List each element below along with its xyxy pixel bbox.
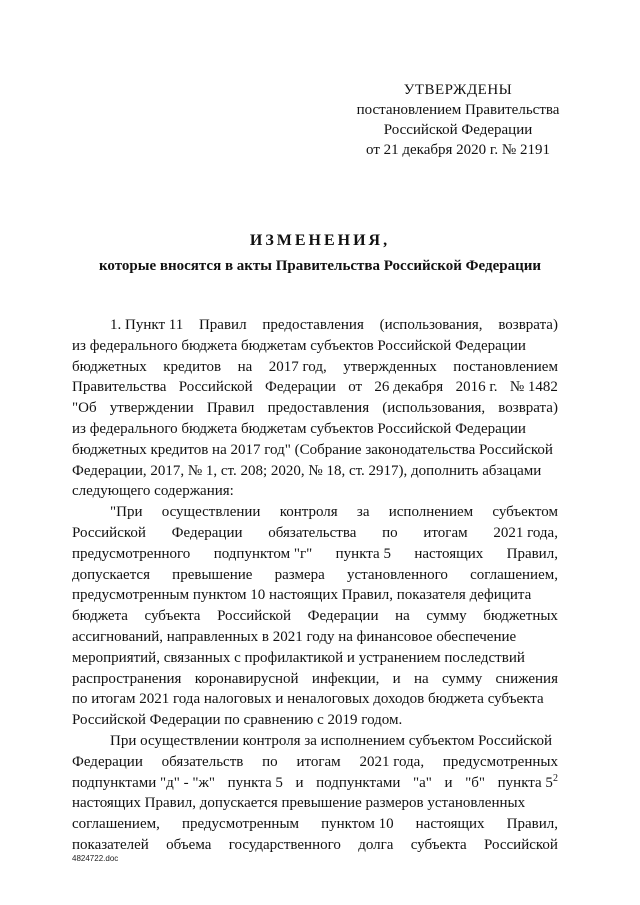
approval-line-country: Российской Федерации bbox=[383, 122, 533, 138]
body-text: предоставления bbox=[267, 400, 370, 417]
body-text: исполнением bbox=[388, 504, 474, 521]
body-text: распространения bbox=[72, 670, 182, 687]
body-text: на bbox=[413, 670, 429, 687]
body-line bbox=[72, 398, 558, 419]
body-text: показателей bbox=[72, 836, 149, 853]
body-line bbox=[72, 627, 558, 648]
body-text: Российской bbox=[217, 608, 292, 625]
body-text: пункта 5 bbox=[335, 545, 391, 562]
superscript-mark: 2 bbox=[552, 772, 558, 784]
body-text: 2016 г. bbox=[455, 379, 498, 396]
body-text: за bbox=[356, 504, 370, 521]
body-text: и bbox=[392, 670, 401, 687]
body-text: осуществлении bbox=[161, 504, 261, 521]
body-text: субъекта bbox=[144, 608, 201, 625]
body-text: пункта 5 bbox=[227, 774, 283, 791]
body-text: "При bbox=[110, 504, 143, 521]
document-title: ИЗМЕНЕНИЯ, bbox=[249, 232, 391, 249]
body-text: При осуществлении контроля за исполнением субъектом Российской bbox=[110, 732, 553, 749]
body-line bbox=[72, 773, 558, 794]
body-line bbox=[72, 377, 558, 398]
body-text: Федерации bbox=[72, 753, 143, 770]
body-text: 2021 года, bbox=[493, 524, 558, 541]
body-line bbox=[72, 336, 558, 357]
body-text: Федерации, 2017, № 1, ст. 208; 2020, № 18, ст. 2917), дополнить абзацами bbox=[72, 462, 542, 479]
body-text: подпунктами bbox=[316, 774, 401, 791]
body-text: ассигнований, направленных в 2021 году на финансовое обеспечение bbox=[72, 628, 517, 645]
body-text: предусмотренного bbox=[72, 545, 191, 562]
body-text: 26 декабря bbox=[374, 379, 444, 396]
body-text: превышение bbox=[172, 566, 253, 583]
body-text: возврата) bbox=[498, 317, 558, 333]
body-text: бюджетных bbox=[72, 358, 147, 375]
body-text: подпунктом "г" bbox=[213, 545, 313, 562]
body-text: контроля bbox=[279, 504, 338, 521]
body-text: государственного bbox=[228, 836, 341, 853]
body-text: размера bbox=[274, 566, 325, 583]
body-text: допускается bbox=[72, 566, 150, 583]
body-line bbox=[72, 710, 558, 731]
body-text: (использования, bbox=[379, 317, 483, 333]
body-text: "а" bbox=[413, 774, 432, 791]
body-text: и bbox=[444, 774, 453, 791]
body-text: сумму bbox=[441, 670, 483, 687]
body-line bbox=[72, 814, 558, 835]
body-line bbox=[72, 544, 558, 565]
body-line bbox=[72, 793, 558, 814]
body-line bbox=[72, 565, 558, 586]
body-text: Правил bbox=[206, 400, 255, 417]
body-text: подпунктами "д" - "ж" bbox=[72, 774, 216, 791]
footer-doc-code: 4824722.doc bbox=[72, 854, 119, 863]
body-text: обязательств bbox=[161, 753, 244, 770]
body-text: из федерального бюджета бюджетам субъектов Российской Федерации bbox=[72, 420, 526, 437]
body-text: утвержденных bbox=[343, 358, 437, 375]
body-text: соглашением, bbox=[470, 566, 558, 583]
body-text: установленного bbox=[346, 566, 448, 583]
body-line bbox=[72, 419, 558, 440]
body-text: из федерального бюджета бюджетам субъектов Российской Федерации bbox=[72, 337, 526, 354]
body-line bbox=[72, 689, 558, 710]
body-line bbox=[72, 481, 558, 502]
approval-heading: УТВЕРЖДЕНЫ bbox=[403, 82, 513, 98]
body-text: Российской bbox=[484, 836, 558, 853]
body-text: на bbox=[237, 358, 253, 375]
body-text: предусмотренным bbox=[181, 816, 300, 833]
body-text: коронавирусной bbox=[194, 670, 299, 687]
body-text: 1. Пункт 11 bbox=[110, 317, 184, 333]
body-text: настоящих Правил, допускается превышение размеров установленных bbox=[72, 795, 526, 812]
body-text: кредитов bbox=[163, 358, 222, 375]
body-line bbox=[72, 648, 558, 669]
body-text: объема bbox=[166, 836, 212, 853]
body-text: настоящих bbox=[415, 816, 485, 833]
body-text: инфекции, bbox=[311, 670, 380, 687]
body-text: предусмотренных bbox=[442, 753, 558, 770]
body-text: Правил, bbox=[506, 816, 558, 833]
body-text: пунктом 10 bbox=[321, 816, 394, 833]
body-text: бюджетных bbox=[483, 608, 558, 625]
body-text: № 1482 bbox=[509, 379, 558, 396]
approval-line-resolution: постановлением Правительства bbox=[356, 102, 560, 118]
body-text: обязательства bbox=[268, 524, 357, 541]
body-line bbox=[72, 752, 558, 773]
body-text: и bbox=[295, 774, 304, 791]
body-line bbox=[72, 440, 558, 461]
document-body bbox=[72, 315, 558, 856]
body-text: бюджетных кредитов на 2017 год" (Собрание законодательства Российской bbox=[72, 441, 553, 458]
body-text: возврата) bbox=[498, 400, 558, 417]
body-text: 2021 года, bbox=[359, 753, 425, 770]
body-line bbox=[72, 606, 558, 627]
body-line bbox=[72, 357, 558, 378]
body-text: по итогам 2021 года налоговых и неналоговых доходов бюджета субъекта bbox=[72, 691, 544, 708]
body-text: итогам bbox=[296, 753, 341, 770]
body-text: предусмотренным пунктом 10 настоящих Правил, показателя дефицита bbox=[72, 587, 532, 604]
body-text: "б" bbox=[465, 774, 486, 791]
body-text: долга bbox=[358, 836, 394, 853]
body-text: от bbox=[348, 379, 363, 396]
body-text: Правил bbox=[198, 317, 247, 333]
body-text: субъекта bbox=[410, 836, 467, 853]
body-text: соглашением, bbox=[72, 816, 160, 833]
body-text: настоящих bbox=[414, 545, 484, 562]
body-line bbox=[72, 502, 558, 523]
body-text: итогам bbox=[423, 524, 468, 541]
body-text: снижения bbox=[495, 670, 558, 687]
body-text: (использования, bbox=[382, 400, 486, 417]
body-text: утверждении bbox=[109, 400, 194, 417]
body-text: следующего содержания: bbox=[72, 483, 234, 500]
body-text: Федерации bbox=[307, 608, 379, 625]
body-text: Федерации bbox=[265, 379, 336, 396]
body-text: Правил, bbox=[506, 545, 558, 562]
body-line bbox=[72, 461, 558, 482]
body-text: Российской bbox=[178, 379, 253, 396]
body-text: бюджета bbox=[72, 608, 128, 625]
document-subtitle: которые вносятся в акты Правительства Российской Федерации bbox=[98, 258, 542, 274]
body-text: сумму bbox=[426, 608, 467, 625]
body-text: мероприятий, связанных с профилактикой и устранением последствий bbox=[72, 649, 525, 666]
body-text: Правительства bbox=[72, 379, 167, 396]
body-text: по bbox=[262, 753, 278, 770]
approval-line-date-number: от 21 декабря 2020 г. № 2191 bbox=[366, 142, 550, 158]
body-text: 2017 год, bbox=[268, 358, 327, 375]
body-text: по bbox=[382, 524, 398, 541]
body-text: на bbox=[395, 608, 410, 625]
body-line bbox=[72, 523, 558, 544]
body-text: "Об bbox=[72, 400, 97, 417]
body-text: постановлением bbox=[453, 358, 558, 375]
body-line bbox=[72, 731, 558, 752]
body-line bbox=[72, 315, 558, 336]
body-text: Российской Федерации по сравнению с 2019 годом. bbox=[72, 712, 403, 729]
body-text: предоставления bbox=[262, 317, 364, 333]
body-line bbox=[72, 585, 558, 606]
body-text: пункта 52 bbox=[498, 773, 558, 794]
body-line bbox=[72, 835, 558, 856]
body-text: Российской bbox=[72, 524, 146, 541]
body-line bbox=[72, 669, 558, 690]
approval-block bbox=[318, 80, 598, 160]
body-text: субъектом bbox=[492, 504, 558, 521]
body-text: Федерации bbox=[171, 524, 243, 541]
